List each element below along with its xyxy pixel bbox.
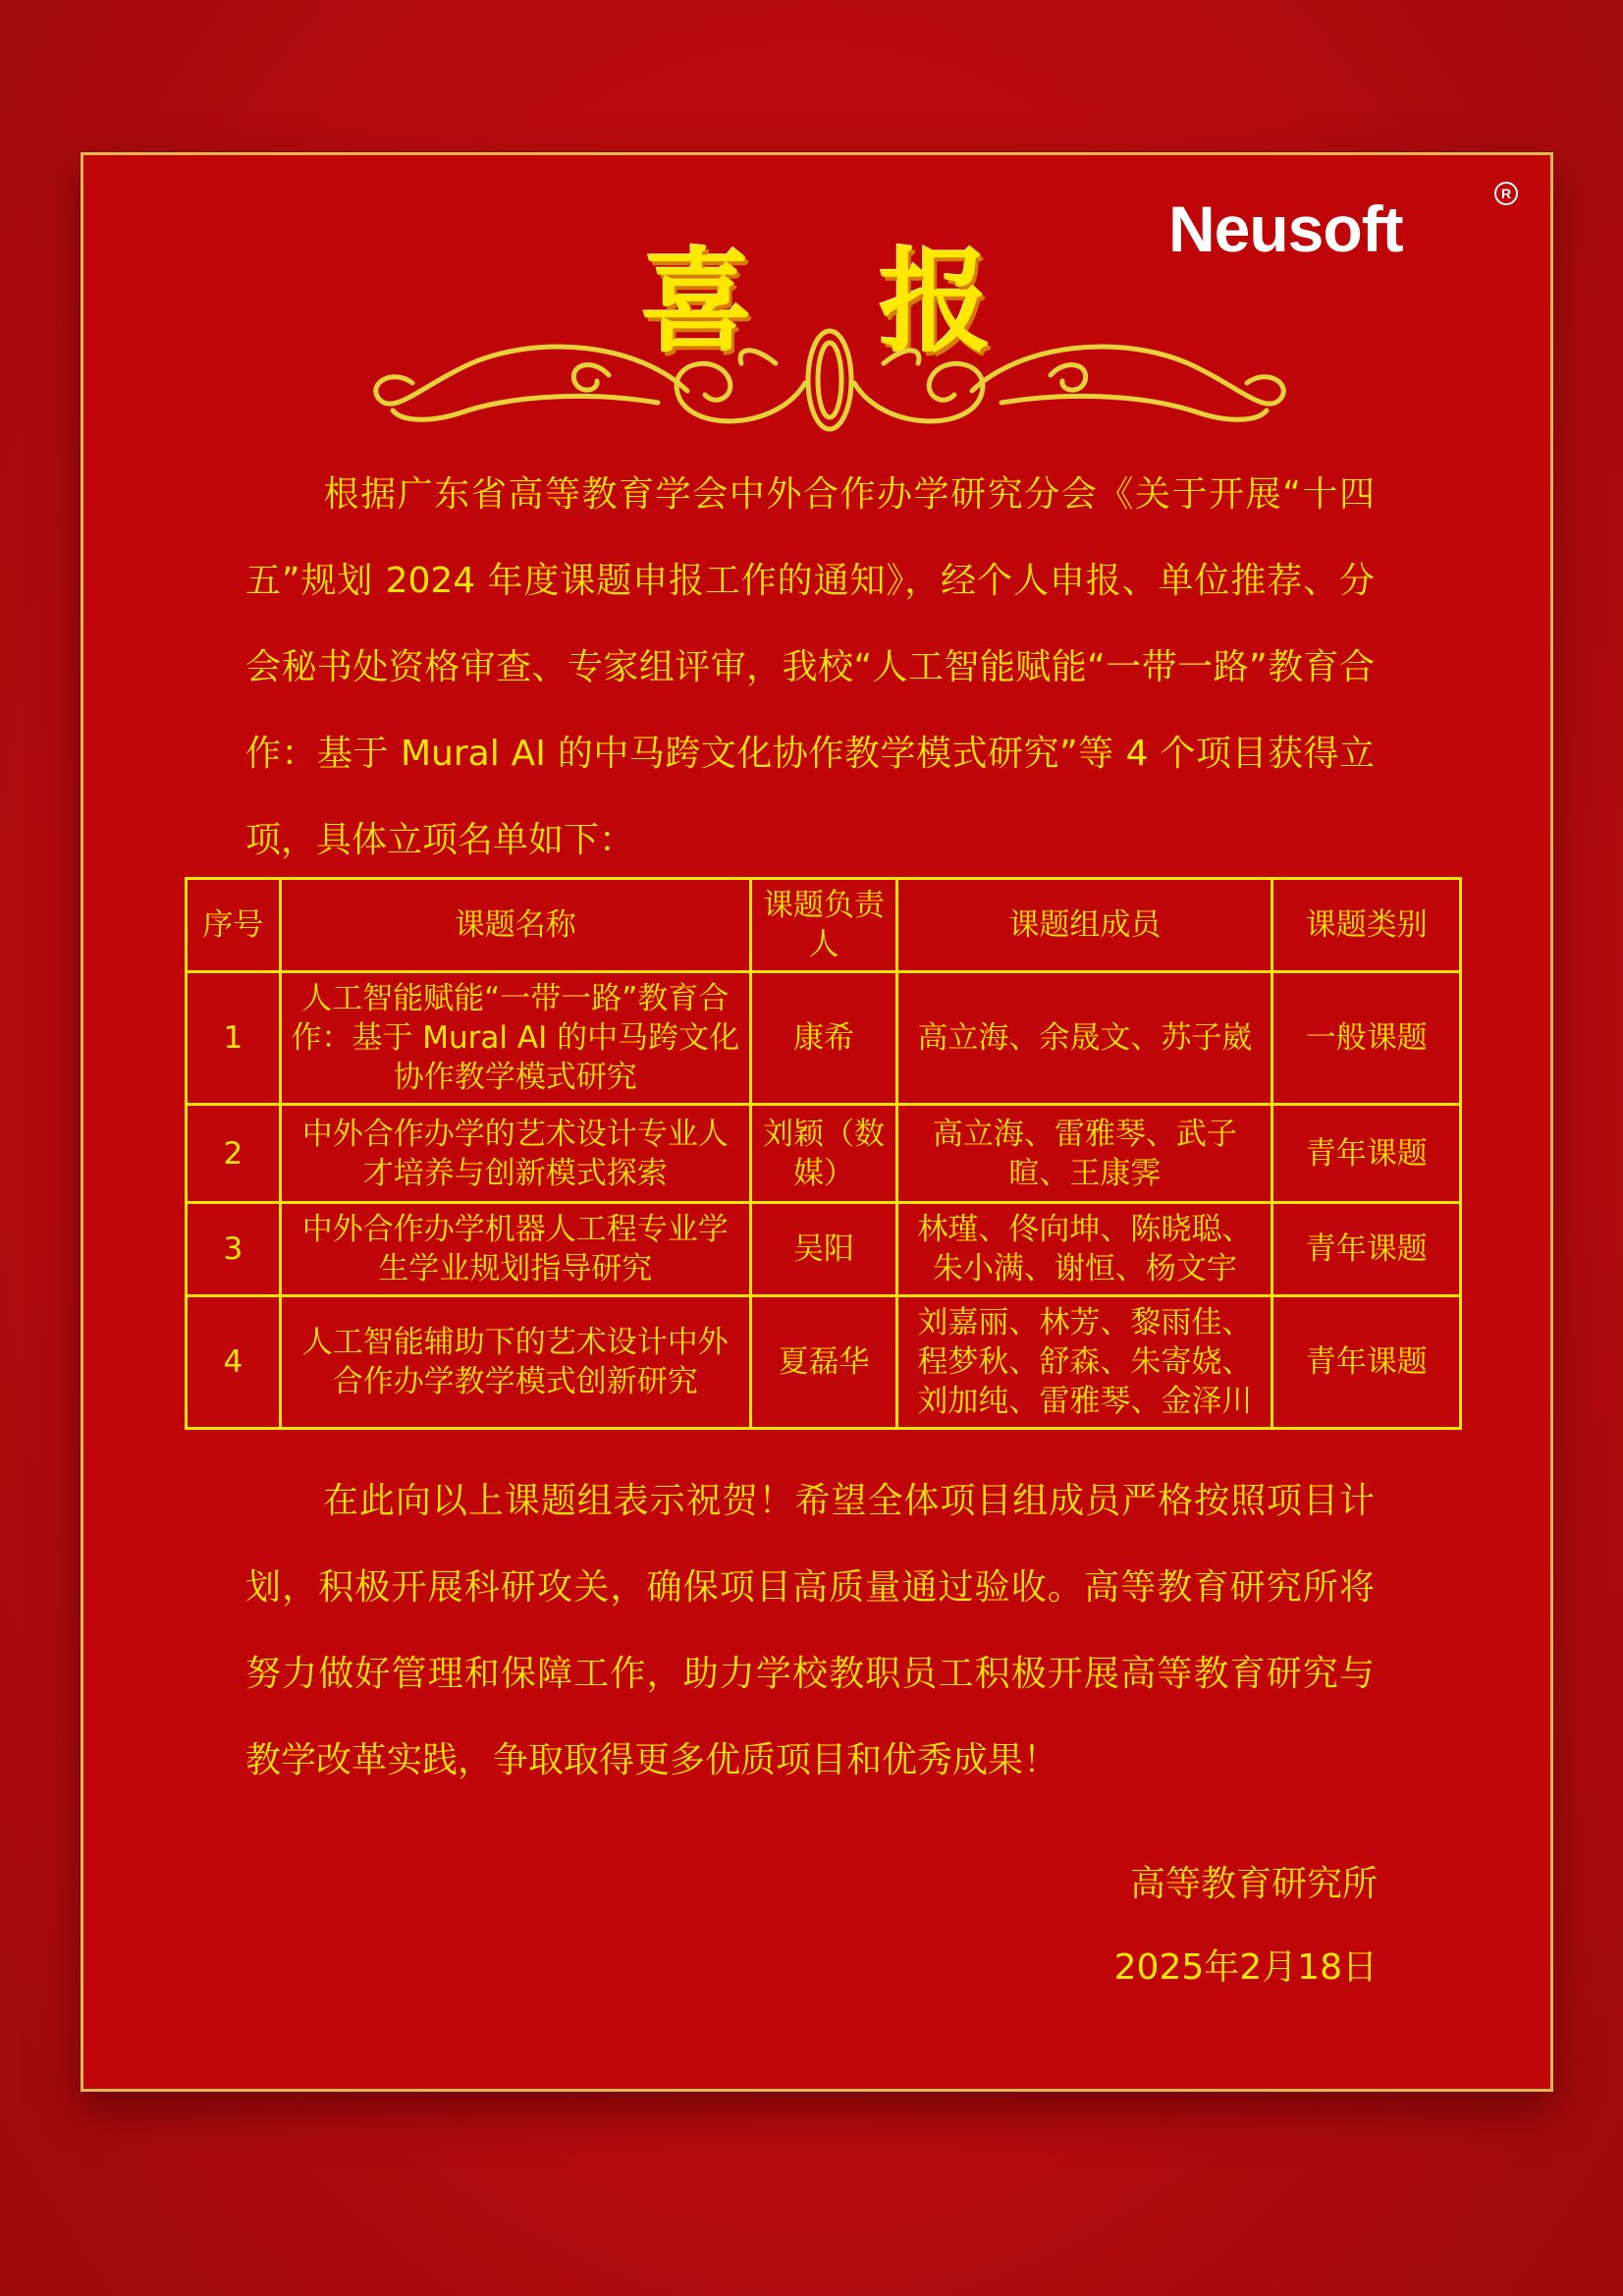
title-char-1: 喜 bbox=[640, 236, 754, 368]
table-row bbox=[187, 1203, 1461, 1296]
neusoft-logo: Neusoft bbox=[1168, 192, 1403, 265]
header-members: 课题组成员 bbox=[897, 879, 1272, 972]
registered-trademark-icon: R bbox=[1494, 182, 1518, 205]
cell-leader: 康希 bbox=[750, 972, 897, 1105]
cell-members: 高立海、雷雅琴、武子暄、王康霁 bbox=[897, 1105, 1272, 1203]
cell-category: 青年课题 bbox=[1272, 1105, 1461, 1203]
intro-text: 根据广东省高等教育学会中外合作办学研究分会《关于开展“十四五”规划 2024 年度课题申报工作的通知》，经个人申报、单位推荐、分会秘书处资格审查、专家组评审，我校“人工智能赋能“一带一路”教育合作：基于 Mural AI 的中马跨文化协作教学模式研究”等 4 个项目获得立项，具体立项名单如下： bbox=[245, 474, 1375, 860]
header-leader: 课题负责人 bbox=[750, 879, 897, 972]
header-index: 序号 bbox=[187, 879, 281, 972]
scroll-ornament-icon bbox=[363, 324, 1296, 437]
cell-leader: 夏磊华 bbox=[750, 1296, 897, 1429]
cell-index: 1 bbox=[187, 972, 281, 1105]
cell-members: 高立海、余晟文、苏子崴 bbox=[897, 972, 1272, 1105]
cell-category: 一般课题 bbox=[1272, 972, 1461, 1105]
table-row bbox=[187, 1296, 1461, 1429]
cell-title: 中外合作办学的艺术设计专业人才培养与创新模式探索 bbox=[280, 1105, 750, 1203]
closing-text: 在此向以上课题组表示祝贺！希望全体项目组成员严格按照项目计划，积极开展科研攻关，确保项目高质量通过验收。高等教育研究所将努力做好管理和保障工作，助力学校教职员工积极开展高等教育研究与教学改革实践，争取取得更多优质项目和优秀成果！ bbox=[245, 1481, 1375, 1780]
cell-index: 2 bbox=[187, 1105, 281, 1203]
cell-category: 青年课题 bbox=[1272, 1203, 1461, 1296]
signature-org: 高等教育研究所 bbox=[1129, 1864, 1378, 1904]
cell-members: 刘嘉丽、林芳、黎雨佳、程梦秋、舒森、朱寄娆、刘加纯、雷雅琴、金泽川 bbox=[897, 1296, 1272, 1429]
table-row bbox=[187, 972, 1461, 1105]
header-title: 课题名称 bbox=[280, 879, 750, 972]
title-char-2: 报 bbox=[879, 236, 993, 368]
closing-paragraph bbox=[245, 1458, 1375, 1804]
cell-category: 青年课题 bbox=[1272, 1296, 1461, 1429]
cell-leader: 吴阳 bbox=[750, 1203, 897, 1296]
intro-paragraph bbox=[245, 452, 1375, 884]
cell-index: 3 bbox=[187, 1203, 281, 1296]
table-header-row bbox=[187, 879, 1461, 972]
table-row bbox=[187, 1105, 1461, 1203]
cell-title: 人工智能辅助下的艺术设计中外合作办学教学模式创新研究 bbox=[280, 1296, 750, 1429]
signature-date: 2025年2月18日 bbox=[1113, 1947, 1378, 1988]
cell-title: 中外合作办学机器人工程专业学生学业规划指导研究 bbox=[280, 1203, 750, 1296]
cell-index: 4 bbox=[187, 1296, 281, 1429]
header-category: 课题类别 bbox=[1272, 879, 1461, 972]
cell-members: 林瑾、佟向坤、陈晓聪、朱小满、谢恒、杨文宇 bbox=[897, 1203, 1272, 1296]
project-table bbox=[185, 877, 1462, 1430]
cell-title: 人工智能赋能“一带一路”教育合作：基于 Mural AI 的中马跨文化协作教学模式研究 bbox=[280, 972, 750, 1105]
cell-leader: 刘颖（数媒） bbox=[750, 1105, 897, 1203]
